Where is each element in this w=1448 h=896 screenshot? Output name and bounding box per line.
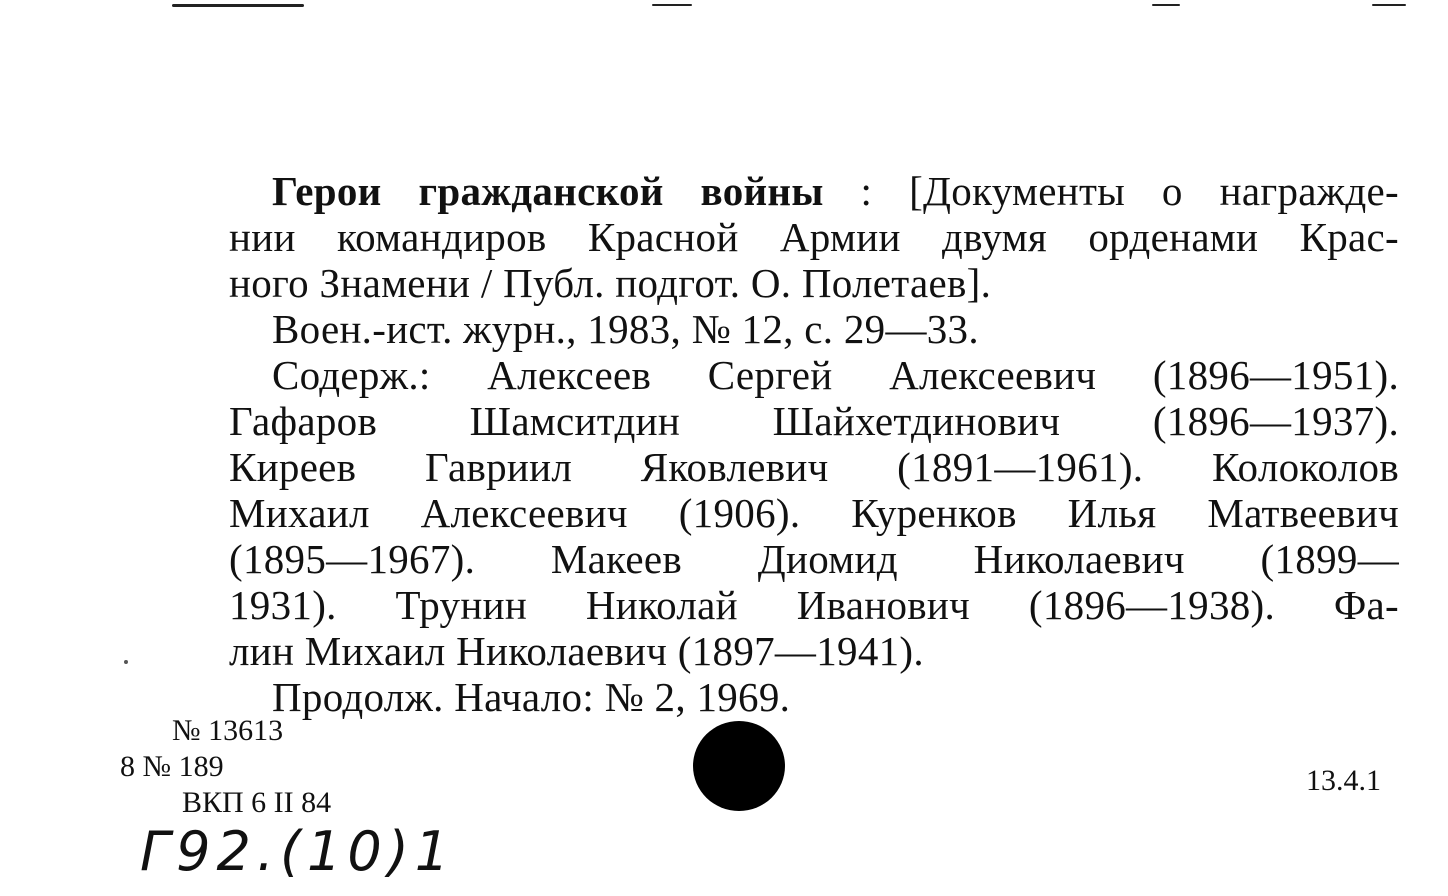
card-count: 8 № 189 xyxy=(120,750,224,783)
vkp-code: ВКП 6 II 84 xyxy=(182,786,332,819)
bibliographic-entry xyxy=(229,168,1399,720)
entry-continuation-note: Продолж. Начало: № 2, 1969. xyxy=(272,674,791,720)
entry-line-1 xyxy=(229,168,1399,214)
edge-mark xyxy=(1372,4,1406,6)
edge-mark xyxy=(1152,4,1180,6)
handwritten-shelf-code: Г92.(10)1 xyxy=(140,820,456,883)
entry-line-3: ного Знамени / Публ. подгот. О. Полетаев]. xyxy=(229,260,992,306)
classification-code: 13.4.1 xyxy=(1306,764,1381,797)
entry-contents-5: (1895—1967). Макеев Диомид Николаевич (1899— xyxy=(229,536,1399,582)
entry-title: Герои гражданской войны xyxy=(272,168,824,214)
punch-hole xyxy=(693,721,785,811)
entry-contents-3: Киреев Гавриил Яковлевич (1891—1961). Колоколов xyxy=(229,444,1399,490)
entry-line-text: : [Документы о награжде- xyxy=(823,168,1399,214)
entry-line-2: нии командиров Красной Армии двумя орденами Крас- xyxy=(229,214,1399,260)
entry-contents-1: Содерж.: Алексеев Сергей Алексеевич (1896—1951). xyxy=(272,352,1399,398)
entry-contents-4: Михаил Алексеевич (1906). Куренков Илья Матвеевич xyxy=(229,490,1399,536)
edge-mark xyxy=(652,4,692,6)
record-number: № 13613 xyxy=(172,714,284,747)
entry-contents-2: Гафаров Шамситдин Шайхетдинович (1896—1937). xyxy=(229,398,1399,444)
speck xyxy=(124,660,128,664)
entry-contents-7: лин Михаил Николаевич (1897—1941). xyxy=(229,628,924,674)
entry-contents-6: 1931). Трунин Николай Иванович (1896—1938). Фа- xyxy=(229,582,1399,628)
entry-source: Воен.-ист. журн., 1983, № 12, с. 29—33. xyxy=(272,306,979,352)
edge-mark xyxy=(172,4,304,7)
